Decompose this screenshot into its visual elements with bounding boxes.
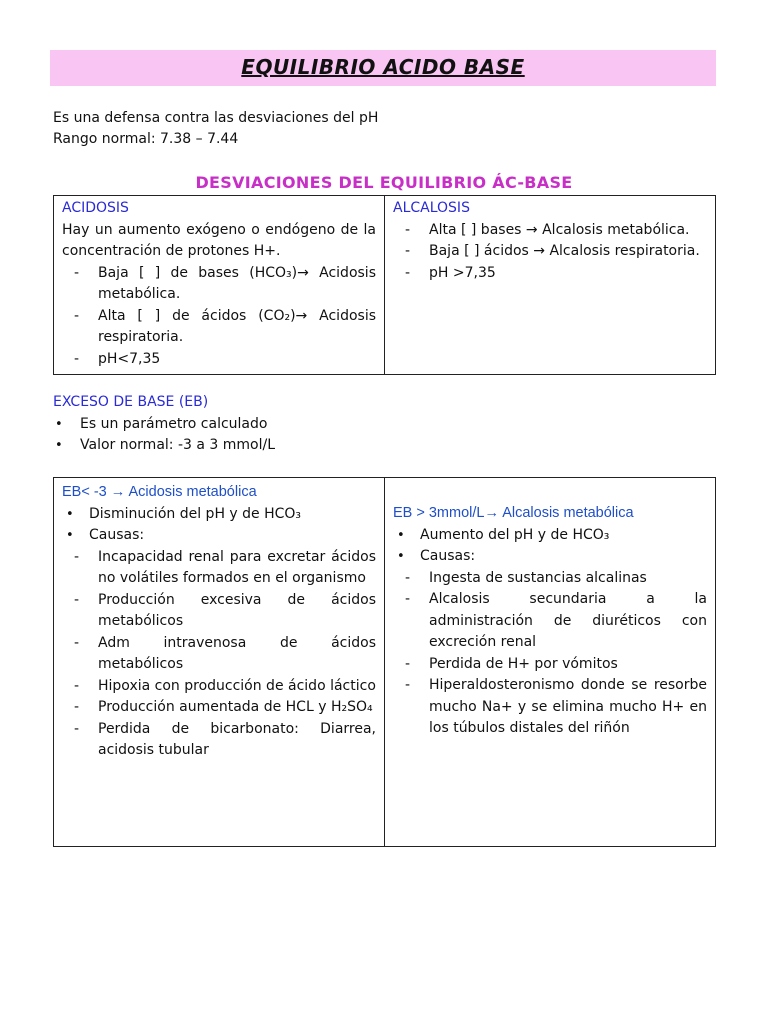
list-item: - Incapacidad renal para excretar ácidos no volátiles formados en el organismo (62, 547, 376, 590)
list-item: - Producción aumentada de HCL y H₂SO₄ (62, 697, 376, 719)
page-title: EQUILIBRIO ACIDO BASE (241, 55, 525, 79)
intro (53, 108, 378, 150)
base-excess-table (53, 477, 716, 847)
eb-high-bullets (393, 525, 707, 568)
eb-low-bullets (62, 504, 376, 547)
list-item: • Aumento del pH y de HCO₃ (393, 525, 707, 547)
eb-high-cell (385, 478, 716, 847)
acidosis-cell (54, 196, 385, 375)
list-item: - pH >7,35 (393, 263, 707, 285)
base-excess-points (53, 414, 275, 457)
deviations-table (53, 195, 716, 375)
alcalosis-cell (385, 196, 716, 375)
list-item: • Causas: (393, 546, 707, 568)
acidosis-description: Hay un aumento exógeno o endógeno de la concentración de protones H+. (62, 221, 376, 259)
base-excess-heading: EXCESO DE BASE (EB) (53, 394, 209, 410)
eb-low-label: EB< -3 → Acidosis metabólica (62, 484, 257, 500)
deviations-heading: DESVIACIONES DEL EQUILIBRIO ÁC-BASE (195, 173, 573, 192)
list-item: - Perdida de H+ por vómitos (393, 654, 707, 676)
acidosis-list (62, 263, 376, 371)
list-item: - Baja [ ] de bases (HCO₃)→ Acidosis metabólica. (62, 263, 376, 306)
list-item: - Perdida de bicarbonato: Diarrea, acidosis tubular (62, 719, 376, 762)
list-item: - Hiperaldosteronismo donde se resorbe mucho Na+ y se elimina mucho H+ en los túbulos distales del riñón (393, 675, 707, 740)
intro-line-range: Rango normal: 7.38 – 7.44 (53, 131, 239, 147)
list-item: • Causas: (62, 525, 376, 547)
list-item: - Alta [ ] de ácidos (CO₂)→ Acidosis respiratoria. (62, 306, 376, 349)
eb-high-label: EB > 3mmol/L→ Alcalosis metabólica (393, 505, 634, 521)
list-item: - Alcalosis secundaria a la administración de diuréticos con excreción renal (393, 589, 707, 654)
list-item: - Producción excesiva de ácidos metabólicos (62, 590, 376, 633)
list-item: • Es un parámetro calculado (53, 414, 275, 436)
alcalosis-label: ALCALOSIS (393, 200, 470, 216)
list-item: • Disminución del pH y de HCO₃ (62, 504, 376, 526)
title-banner (50, 50, 716, 86)
base-excess-section (53, 392, 275, 457)
list-item: - pH<7,35 (62, 349, 376, 371)
list-item: • Valor normal: -3 a 3 mmol/L (53, 435, 275, 457)
eb-low-causes (62, 547, 376, 762)
intro-line-definition: Es una defensa contra las desviaciones del pH (53, 110, 379, 126)
list-item: - Alta [ ] bases → Alcalosis metabólica. (393, 220, 707, 242)
alcalosis-list (393, 220, 707, 285)
eb-high-content (393, 482, 707, 740)
list-item: - Baja [ ] ácidos → Alcalosis respiratoria. (393, 241, 707, 263)
acidosis-label: ACIDOSIS (62, 200, 129, 216)
eb-high-causes (393, 568, 707, 740)
list-item: - Hipoxia con producción de ácido láctico (62, 676, 376, 698)
list-item: - Ingesta de sustancias alcalinas (393, 568, 707, 590)
list-item: - Adm intravenosa de ácidos metabólicos (62, 633, 376, 676)
eb-low-cell (54, 478, 385, 847)
